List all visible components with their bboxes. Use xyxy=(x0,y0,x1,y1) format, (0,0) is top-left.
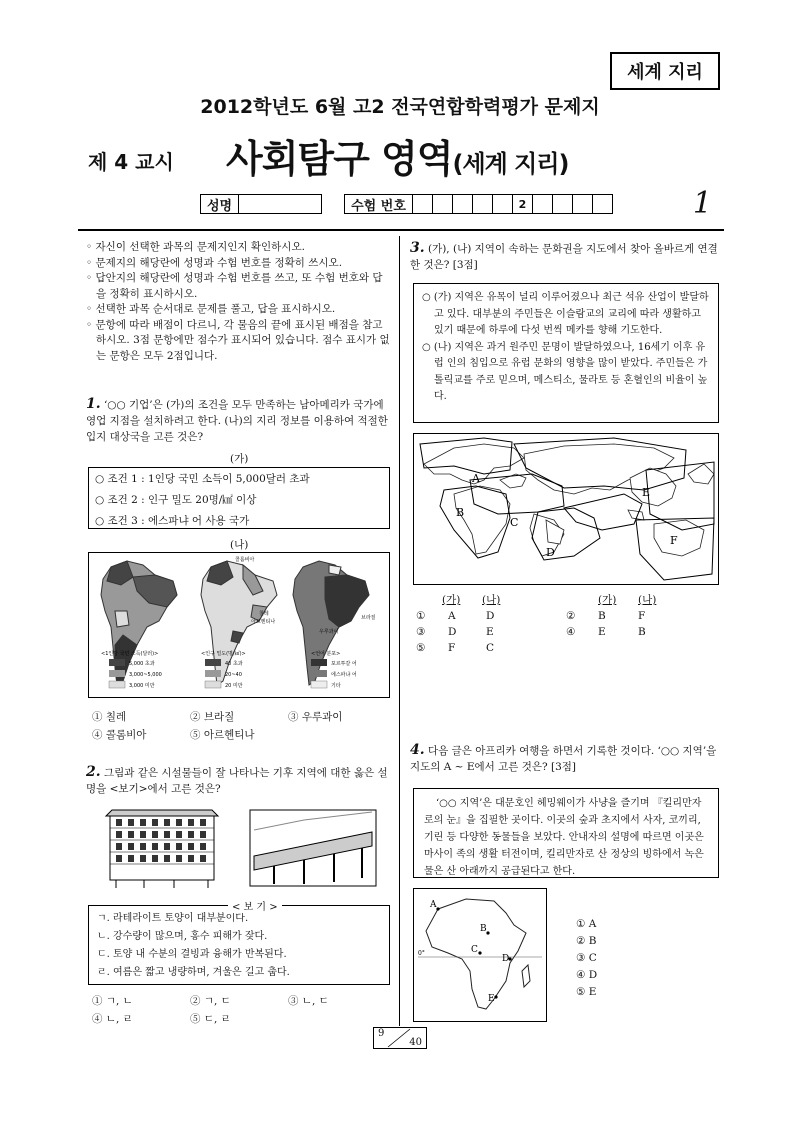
q3-stem xyxy=(410,240,722,273)
q3-description-box xyxy=(413,283,719,423)
id-box[interactable] xyxy=(453,194,473,214)
q3-head-ga: (가) xyxy=(598,594,617,606)
map-letter-d: D xyxy=(502,954,510,964)
raised-building-illustration xyxy=(106,810,218,888)
name-label: 성명 xyxy=(200,194,238,214)
total-pages: 40 xyxy=(409,1037,422,1048)
map-letter-a: A xyxy=(430,900,437,910)
choice-ga: E xyxy=(598,626,606,638)
legend-text: 에스파냐 어 xyxy=(331,672,357,678)
choice[interactable]: ④ D xyxy=(576,969,598,981)
q1-choices xyxy=(92,708,392,744)
q1-maps-box xyxy=(88,552,390,698)
note-item: ◦ 답안지의 해당란에 성명과 수험 번호를 쓰고, 또 수험 번호와 답을 정확히 표시하시오. xyxy=(86,272,383,300)
q1-stem xyxy=(86,396,392,445)
subject-label: 세계 지리 xyxy=(627,62,703,83)
q2-number: 2. xyxy=(86,764,101,780)
legend-text: 3,000~5,000 xyxy=(129,672,162,678)
africa-map xyxy=(414,889,546,1021)
choice-number: ⑤ xyxy=(416,642,426,654)
map-letter-d: D xyxy=(546,546,555,559)
point-a xyxy=(436,907,439,910)
legend-swatch xyxy=(205,670,221,677)
choice[interactable]: ④ ㄴ, ㄹ xyxy=(92,1013,133,1025)
choice-ga: F xyxy=(448,642,456,654)
choice[interactable]: ① 칠레 xyxy=(92,711,127,723)
q3-desc-ga: ○ (가) 지역은 유목이 널리 이루어졌으나 최근 석유 산업이 발달하고 있다. 대부분의 주민들은 이슬람교의 교리에 따라 생활하고 있기 때문에 하루에 다섯 번씩 메카를 향해 기도한다. xyxy=(422,292,709,336)
map-label-argentina: 아르헨티나 xyxy=(251,619,276,625)
q3-world-map-box xyxy=(413,433,719,585)
legend-text: 40 초과 xyxy=(225,661,243,667)
choice[interactable]: ⑤ 아르헨티나 xyxy=(190,729,255,741)
q2-stem xyxy=(86,764,392,797)
legend-text: 20 미만 xyxy=(225,683,243,689)
point-c xyxy=(478,951,481,954)
q4-stem xyxy=(410,742,722,775)
id-box[interactable] xyxy=(573,194,593,214)
condition-item: ○ 조건 1 : 1인당 국민 소득이 5,000달러 초과 xyxy=(95,473,310,485)
choice-ga: A xyxy=(448,610,456,622)
q3-head-ga: (가) xyxy=(442,594,461,606)
map-letter-e: E xyxy=(642,486,651,499)
id-box[interactable] xyxy=(593,194,613,214)
legend-swatch xyxy=(311,659,327,666)
choice[interactable]: ① A xyxy=(576,918,597,930)
choice[interactable]: ① ㄱ, ㄴ xyxy=(92,995,133,1007)
id-box[interactable] xyxy=(493,194,513,214)
period-label: 제 4 교시 xyxy=(88,150,174,174)
q2-illustrations xyxy=(104,806,384,890)
map1-caption: <1인당 국민 소득(달러)> xyxy=(101,651,159,657)
id-box[interactable] xyxy=(533,194,553,214)
legend-swatch xyxy=(109,681,125,688)
choice[interactable]: ② B xyxy=(576,935,597,947)
choice-number: ④ xyxy=(566,626,576,638)
exam-title: 2012학년도 6월 고2 전국연합학력평가 문제지 xyxy=(200,96,600,118)
point-b xyxy=(486,931,489,934)
area-title xyxy=(226,128,569,183)
name-field[interactable] xyxy=(238,194,322,214)
legend-text: 포르투갈 어 xyxy=(331,661,357,667)
choice-ga: B xyxy=(598,610,606,622)
id-box[interactable] xyxy=(413,194,433,214)
choice[interactable]: ③ ㄴ, ㄷ xyxy=(288,995,329,1007)
condition-item: ○ 조건 3 : 에스파냐 어 사용 국가 xyxy=(95,515,250,527)
choice-ga: D xyxy=(448,626,457,638)
map-letter-e: E xyxy=(488,994,495,1004)
legend-swatch xyxy=(311,670,327,677)
q4-africa-map-box xyxy=(413,888,547,1022)
legend-swatch xyxy=(311,681,327,688)
choice-na: F xyxy=(638,610,646,622)
area-name: 사회탐구 영역 xyxy=(226,137,453,181)
choice-number: ③ xyxy=(416,626,426,638)
map-letter-c: C xyxy=(471,945,478,955)
map-letter-a: A xyxy=(472,472,480,485)
info-row xyxy=(200,194,613,216)
choice[interactable]: ③ 우루과이 xyxy=(288,711,343,723)
legend-swatch xyxy=(109,659,125,666)
choice[interactable]: ③ C xyxy=(576,952,597,964)
id-label: 수험 번호 xyxy=(344,194,413,214)
legend-text: 5,000 초과 xyxy=(129,661,155,667)
id-box[interactable] xyxy=(473,194,493,214)
map-label-brazil: 브라질 xyxy=(361,615,376,621)
q3-number: 3. xyxy=(410,240,425,256)
legend-text: 3,000 미만 xyxy=(129,683,155,689)
q3-desc-na: ○ (나) 지역은 과거 원주민 문명이 발달하였으나, 16세기 이후 유럽 인의 침입으로 유럽 문화의 영향을 많이 받았다. 주민들은 가톨릭교를 주로 믿으며, 메스티소, 물라토 등 혼혈인의 비율이 높다. xyxy=(422,341,708,402)
choice-na: C xyxy=(486,642,495,654)
pipeline-illustration xyxy=(250,810,376,886)
q2-choices xyxy=(92,992,392,1028)
bogi-item: ㄱ. 라테라이트 토양이 대부분이다. xyxy=(97,913,249,924)
q1-conditions-box xyxy=(88,467,390,529)
q4-choices xyxy=(576,916,597,1001)
legend-text: 기타 xyxy=(331,683,341,689)
legend-swatch xyxy=(109,670,125,677)
south-america-maps xyxy=(89,553,389,697)
note-item: ◦ 문항에 따라 배점이 다르니, 각 물음의 끝에 표시된 배점을 참고하시오. 3점 문항에만 점수가 표시되어 있습니다. 점수 표시가 없는 문항은 모두 2점입니다. xyxy=(86,318,390,362)
map-letter-c: C xyxy=(510,516,519,529)
choice-na: B xyxy=(638,626,646,638)
page-number-large: 1 xyxy=(692,186,712,221)
note-item: ◦ 선택한 과목 순서대로 문제를 풀고, 답을 표시하시오. xyxy=(86,303,336,315)
map-letter-f: F xyxy=(670,534,678,547)
current-page: 9 xyxy=(378,1028,385,1039)
condition-item: ○ 조건 2 : 인구 밀도 20명/㎢ 이상 xyxy=(95,494,257,506)
q4-desc: ‘○○ 지역’은 대문호인 헤밍웨이가 사냥을 즐기며 『킬리만자로의 눈』을 집필한 곳이다. 이곳의 숲과 초지에서 사자, 코끼리, 기린 등 다양한 동물들을 보았다. 안내자의 설명에 따르면 이곳은 마사이 족의 생활 터전이며, 킬리만자로 산 정상의 빙하에서 녹은 물은 산 아래까지 공급된다고 한다. xyxy=(424,798,704,877)
choice[interactable]: ④ 콜롬비아 xyxy=(92,729,147,741)
id-box[interactable] xyxy=(553,194,573,214)
map2-caption: <인구 밀도(명/㎢)> xyxy=(201,651,246,657)
q3-text: (가), (나) 지역이 속하는 문화권을 지도에서 찾아 올바르게 연결한 것은? [3점] xyxy=(410,243,718,271)
choice[interactable]: ⑤ E xyxy=(576,986,597,998)
id-box-filled: 2 xyxy=(513,194,533,214)
map-label-uruguay: 우루과이 xyxy=(319,629,339,635)
map-letter-b: B xyxy=(480,924,487,934)
q3-head-na: (나) xyxy=(638,594,657,606)
subject-badge xyxy=(610,52,720,90)
column-divider xyxy=(399,236,400,1026)
map-label-chile: 칠레 xyxy=(259,611,269,617)
choice[interactable]: ⑤ ㄷ, ㄹ xyxy=(190,1013,231,1025)
map-label-colombia: 콜롬비아 xyxy=(235,557,255,563)
choice-number: ① xyxy=(416,610,426,622)
choice-na: E xyxy=(486,626,494,638)
q1-number: 1. xyxy=(86,396,101,412)
world-map xyxy=(414,434,718,584)
q1-text: ‘○○ 기업’은 (가)의 조건을 모두 만족하는 남아메리카 국가에 영업 지점을 설치하려고 한다. (나)의 지리 정보를 이용하여 적절한 입지 대상국을 고른 것은? xyxy=(86,399,388,443)
legend-swatch xyxy=(205,659,221,666)
note-item: ◦ 자신이 선택한 과목의 문제지인지 확인하시오. xyxy=(86,241,305,253)
choice[interactable]: ② ㄱ, ㄷ xyxy=(190,995,231,1007)
map-letter-b: B xyxy=(456,506,465,519)
choice[interactable]: ② 브라질 xyxy=(190,711,235,723)
q1-na-label: (나) xyxy=(230,539,249,551)
choice-na: D xyxy=(486,610,495,622)
bogi-item: ㄹ. 여름은 짧고 냉량하며, 겨울은 길고 춥다. xyxy=(97,967,290,978)
choice-number: ② xyxy=(566,610,576,622)
bogi-item: ㄷ. 토양 내 수분의 결빙과 융해가 반복된다. xyxy=(97,949,287,960)
page-counter xyxy=(373,1027,427,1049)
q1-ga-label: (가) xyxy=(230,453,249,465)
id-box[interactable] xyxy=(433,194,453,214)
q2-bogi-box xyxy=(88,905,390,985)
point-e xyxy=(494,995,497,998)
instructions xyxy=(86,240,392,364)
q4-description-box xyxy=(413,788,719,878)
q4-text: 다음 글은 아프리카 여행을 하면서 기록한 것이다. ‘○○ 지역’을 지도의 A ~ E에서 고른 것은? [3점] xyxy=(410,745,717,773)
equator-label: 0° xyxy=(418,950,425,957)
q3-head-na: (나) xyxy=(482,594,501,606)
q4-number: 4. xyxy=(410,742,425,758)
legend-text: 20~40 xyxy=(225,672,242,678)
bogi-item: ㄴ. 강수량이 많으며, 홍수 피해가 잦다. xyxy=(97,931,268,942)
madagascar xyxy=(522,965,530,987)
q2-text: 그림과 같은 시설물들이 잘 나타나는 기후 지역에 대한 옳은 설명을 <보기>에서 고른 것은? xyxy=(86,767,388,795)
legend-swatch xyxy=(205,681,221,688)
map3-caption: <언어 분포> xyxy=(311,651,341,657)
note-item: ◦ 문제지의 해당란에 성명과 수험 번호를 정확히 쓰시오. xyxy=(86,256,343,269)
header-divider xyxy=(78,229,724,231)
area-sub: (세계 지리) xyxy=(452,150,569,178)
bogi-title: < 보 기 > xyxy=(228,898,282,913)
